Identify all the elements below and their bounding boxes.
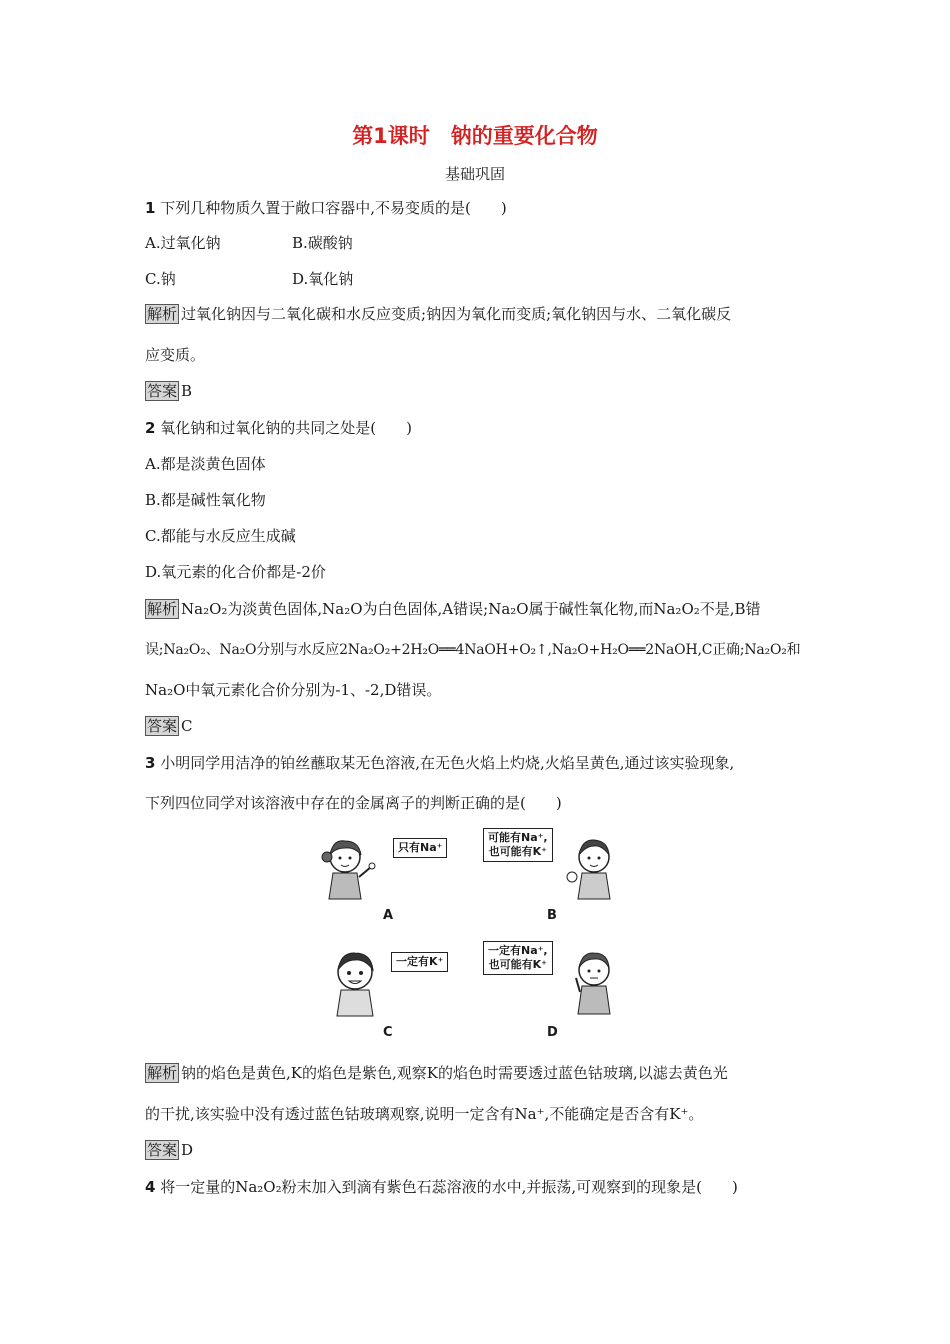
question-number: 2 <box>145 419 156 437</box>
bubble-line: 也可能有K⁺ <box>488 958 547 971</box>
boy-student-icon <box>323 946 393 1018</box>
q1-analysis-cont: 应变质。 <box>145 346 206 364</box>
bubble-line: 可能有Na⁺, <box>488 831 548 844</box>
q3-answer <box>145 1140 193 1160</box>
q3-analysis <box>145 1063 728 1083</box>
question-3-cont: 下列四位同学对该溶液中存在的金属离子的判断正确的是( ) <box>145 794 562 812</box>
question-number: 3 <box>145 754 156 772</box>
question-stem: 氧化钠和过氧化钠的共同之处是( ) <box>160 419 412 437</box>
speech-bubble-a: 只有Na⁺ <box>393 838 447 858</box>
q1-option-a: A.过氧化钠 <box>145 234 221 252</box>
analysis-text: 过氧化钠因与二氧化碳和水反应变质;钠因为氧化而变质;氧化钠因与水、二氧化碳反 <box>181 305 732 323</box>
q2-option-b: B.都是碱性氧化物 <box>145 491 266 509</box>
page-title: 第1课时 钠的重要化合物 <box>352 124 598 148</box>
q1-analysis <box>145 304 731 324</box>
q1-option-d: D.氧化钠 <box>292 270 354 288</box>
analysis-text: Na₂O₂为淡黄色固体,Na₂O为白色固体,A错误;Na₂O属于碱性氧化物,而Na₂O₂不是,B错 <box>181 600 761 618</box>
q2-analysis-cont: 误;Na₂O₂、Na₂O分别与水反应2Na₂O₂+2H₂O══4NaOH+O₂↑,Na₂O+H₂O══2NaOH,C正确;Na₂O₂和 <box>145 642 801 658</box>
speech-bubble-d <box>483 941 553 975</box>
q1-answer <box>145 381 192 401</box>
q2-option-a: A.都是淡黄色固体 <box>145 455 266 473</box>
answer-tag: 答案 <box>147 1141 178 1159</box>
figure-label-c: C <box>383 1025 393 1040</box>
q1-option-b: B.碳酸钠 <box>292 234 353 252</box>
question-3 <box>145 753 734 773</box>
question-4 <box>145 1177 738 1197</box>
answer-tag: 答案 <box>147 382 178 400</box>
students-figure <box>315 828 635 1048</box>
question-stem: 小明同学用洁净的铂丝蘸取某无色溶液,在无色火焰上灼烧,火焰呈黄色,通过该实验现象, <box>160 754 735 772</box>
question-number: 4 <box>145 1178 156 1196</box>
q2-option-d: D.氧元素的化合价都是-2价 <box>145 563 326 581</box>
answer-value: B <box>181 382 193 400</box>
question-stem: 将一定量的Na₂O₂粉末加入到滴有紫色石蕊溶液的水中,并振荡,可观察到的现象是( ) <box>160 1178 738 1196</box>
figure-label-d: D <box>547 1025 558 1040</box>
q1-option-c: C.钠 <box>145 270 176 288</box>
section-subtitle: 基础巩固 <box>444 165 505 183</box>
figure-label-a: A <box>383 908 394 923</box>
answer-value: D <box>181 1141 194 1159</box>
bubble-line: 一定有Na⁺, <box>488 944 548 957</box>
speech-bubble-c: 一定有K⁺ <box>391 952 448 972</box>
analysis-tag: 解析 <box>147 1064 178 1082</box>
boy-student-icon <box>560 833 625 903</box>
q2-option-c: C.都能与水反应生成碱 <box>145 527 296 545</box>
question-number: 1 <box>145 199 156 217</box>
analysis-tag: 解析 <box>147 600 178 618</box>
answer-tag: 答案 <box>147 717 178 735</box>
speech-bubble-b <box>483 828 553 862</box>
girl-student-icon <box>315 833 390 903</box>
question-1 <box>145 198 507 218</box>
q3-analysis-cont: 的干扰,该实验中没有透过蓝色钴玻璃观察,说明一定含有Na⁺,不能确定是否含有K⁺。 <box>145 1105 704 1123</box>
bubble-line: 也可能有K⁺ <box>488 845 547 858</box>
question-2 <box>145 418 412 438</box>
boy-student-icon <box>560 944 625 1016</box>
question-stem: 下列几种物质久置于敞口容器中,不易变质的是( ) <box>160 199 507 217</box>
q2-analysis <box>145 599 761 619</box>
q2-answer <box>145 716 193 736</box>
analysis-text: 钠的焰色是黄色,K的焰色是紫色,观察K的焰色时需要透过蓝色钴玻璃,以滤去黄色光 <box>181 1064 728 1082</box>
analysis-tag: 解析 <box>147 305 178 323</box>
q2-analysis-cont2: Na₂O中氧元素化合价分别为-1、-2,D错误。 <box>145 681 442 699</box>
figure-label-b: B <box>547 908 557 923</box>
answer-value: C <box>181 717 193 735</box>
